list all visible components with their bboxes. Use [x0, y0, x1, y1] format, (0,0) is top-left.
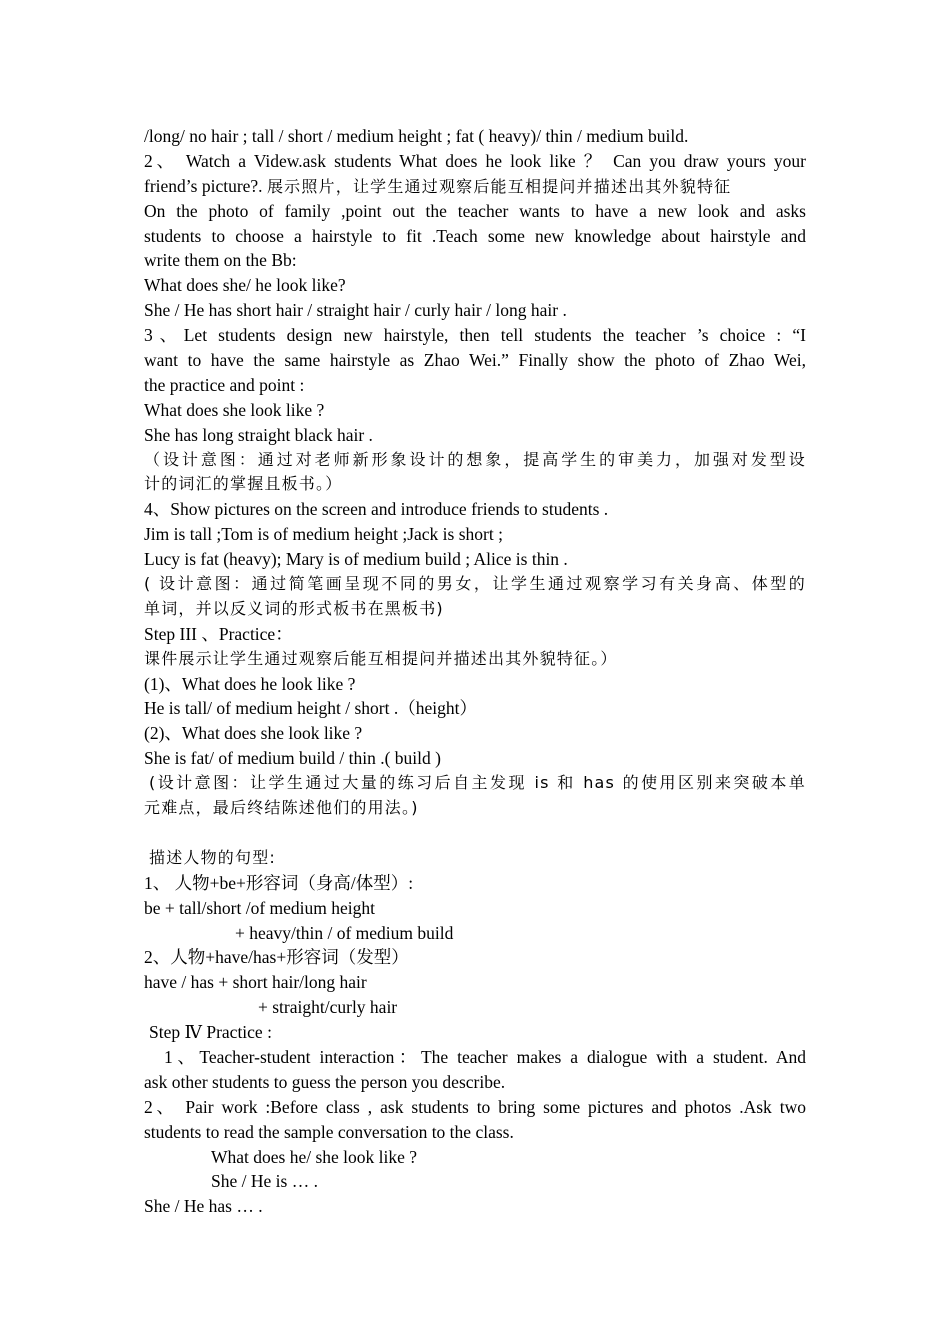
text-line: have / has + short hair/long hair [144, 972, 367, 993]
text-line: + straight/curly hair [258, 997, 398, 1018]
text-line: write them on the Bb: [144, 250, 297, 271]
text-line: 1、Teacher-student interaction：The teacher makes a dialogue with a student. And [164, 1046, 806, 1067]
design-note-line: 计的词汇的掌握且板书。） [144, 474, 343, 494]
section-heading: 描述人物的句型: [149, 847, 276, 867]
text-line: (1)、What does he look like ? [144, 673, 356, 694]
text-line [144, 174, 806, 199]
text-line: be + tall/short /of medium height [144, 897, 376, 918]
text-line: She / He has … . [144, 1196, 263, 1217]
text-line: 2、 Watch a Videw.ask students What does he look like ？ Can you draw yours your [144, 150, 806, 171]
text-line: What does she/ he look like? [144, 275, 346, 296]
lesson-plan-text [144, 124, 806, 1219]
text-line: 1、 人物+be+形容词（身高/体型）: [144, 872, 414, 893]
text-line: want to have the same hairstyle as Zhao Wei.” Finally show the photo of Zhao Wei, [144, 350, 806, 371]
text-line: + heavy/thin / of medium build [235, 922, 454, 943]
text-line: (2)、What does she look like ? [144, 723, 363, 744]
text-line: On the photo of family ,point out the teacher wants to have a new look and asks [144, 200, 806, 221]
design-note-line: 元难点，最后终结陈述他们的用法。) [144, 798, 419, 818]
text-line: 2、 Pair work :Before class , ask students to bring some pictures and photos .Ask two [144, 1096, 806, 1117]
design-note-line: (设计意图：让学生通过大量的练习后自主发现 is 和 has 的使用区别来突破本单 [149, 773, 806, 793]
blank-line [144, 821, 806, 846]
text-line: 4、Show pictures on the screen and introduce friends to students . [144, 499, 609, 520]
text-line: What does she look like ? [144, 399, 325, 420]
text-line: the practice and point : [144, 374, 305, 395]
text-line: 课件展示让学生通过观察后能互相提问并描述出其外貌特征。） [144, 648, 618, 668]
text-line: Jim is tall ;Tom is of medium height ;Jack is short ; [144, 524, 503, 545]
step-heading: Step III 、Practice： [144, 623, 293, 644]
text-line: She / He has short hair / straight hair / curly hair / long hair . [144, 300, 567, 321]
text-line: She / He is … . [211, 1171, 318, 1192]
text-line: She has long straight black hair . [144, 424, 373, 445]
text-line: He is tall/ of medium height / short .（height） [144, 698, 477, 719]
text-line: What does he/ she look like ? [211, 1146, 418, 1167]
text-span-cn: 展示照片，让学生通过观察后能互相提问并描述出其外貌特征 [266, 176, 732, 196]
design-note-line: 单词，并以反义词的形式板书在黑板书) [144, 598, 444, 618]
text-line: 2、人物+have/has+形容词（发型） [144, 947, 409, 968]
text-line: ask other students to guess the person you describe. [144, 1071, 506, 1092]
text-line: /long/ no hair ; tall / short / medium height ; fat ( heavy)/ thin / medium build. [144, 126, 689, 146]
design-note-line: （设计意图：通过对老师新形象设计的想象，提高学生的审美力，加强对发型设 [144, 449, 806, 469]
text-line: Lucy is fat (heavy); Mary is of medium build ; Alice is thin . [144, 549, 568, 570]
text-line: students to choose a hairstyle to fit .Teach some new knowledge about hairstyle and [144, 225, 806, 246]
design-note-line: ( 设计意图：通过简笔画呈现不同的男女，让学生通过观察学习有关身高、体型的 [144, 574, 806, 594]
text-line: She is fat/ of medium build / thin .( build ) [144, 748, 441, 769]
step-heading: Step Ⅳ Practice : [149, 1022, 272, 1043]
text-line: 3、Let students design new hairstyle, then tell students the teacher ’s choice : “I [144, 325, 806, 346]
text-line: students to read the sample conversation to the class. [144, 1121, 514, 1142]
text-span: friend’s picture?. [144, 175, 267, 196]
